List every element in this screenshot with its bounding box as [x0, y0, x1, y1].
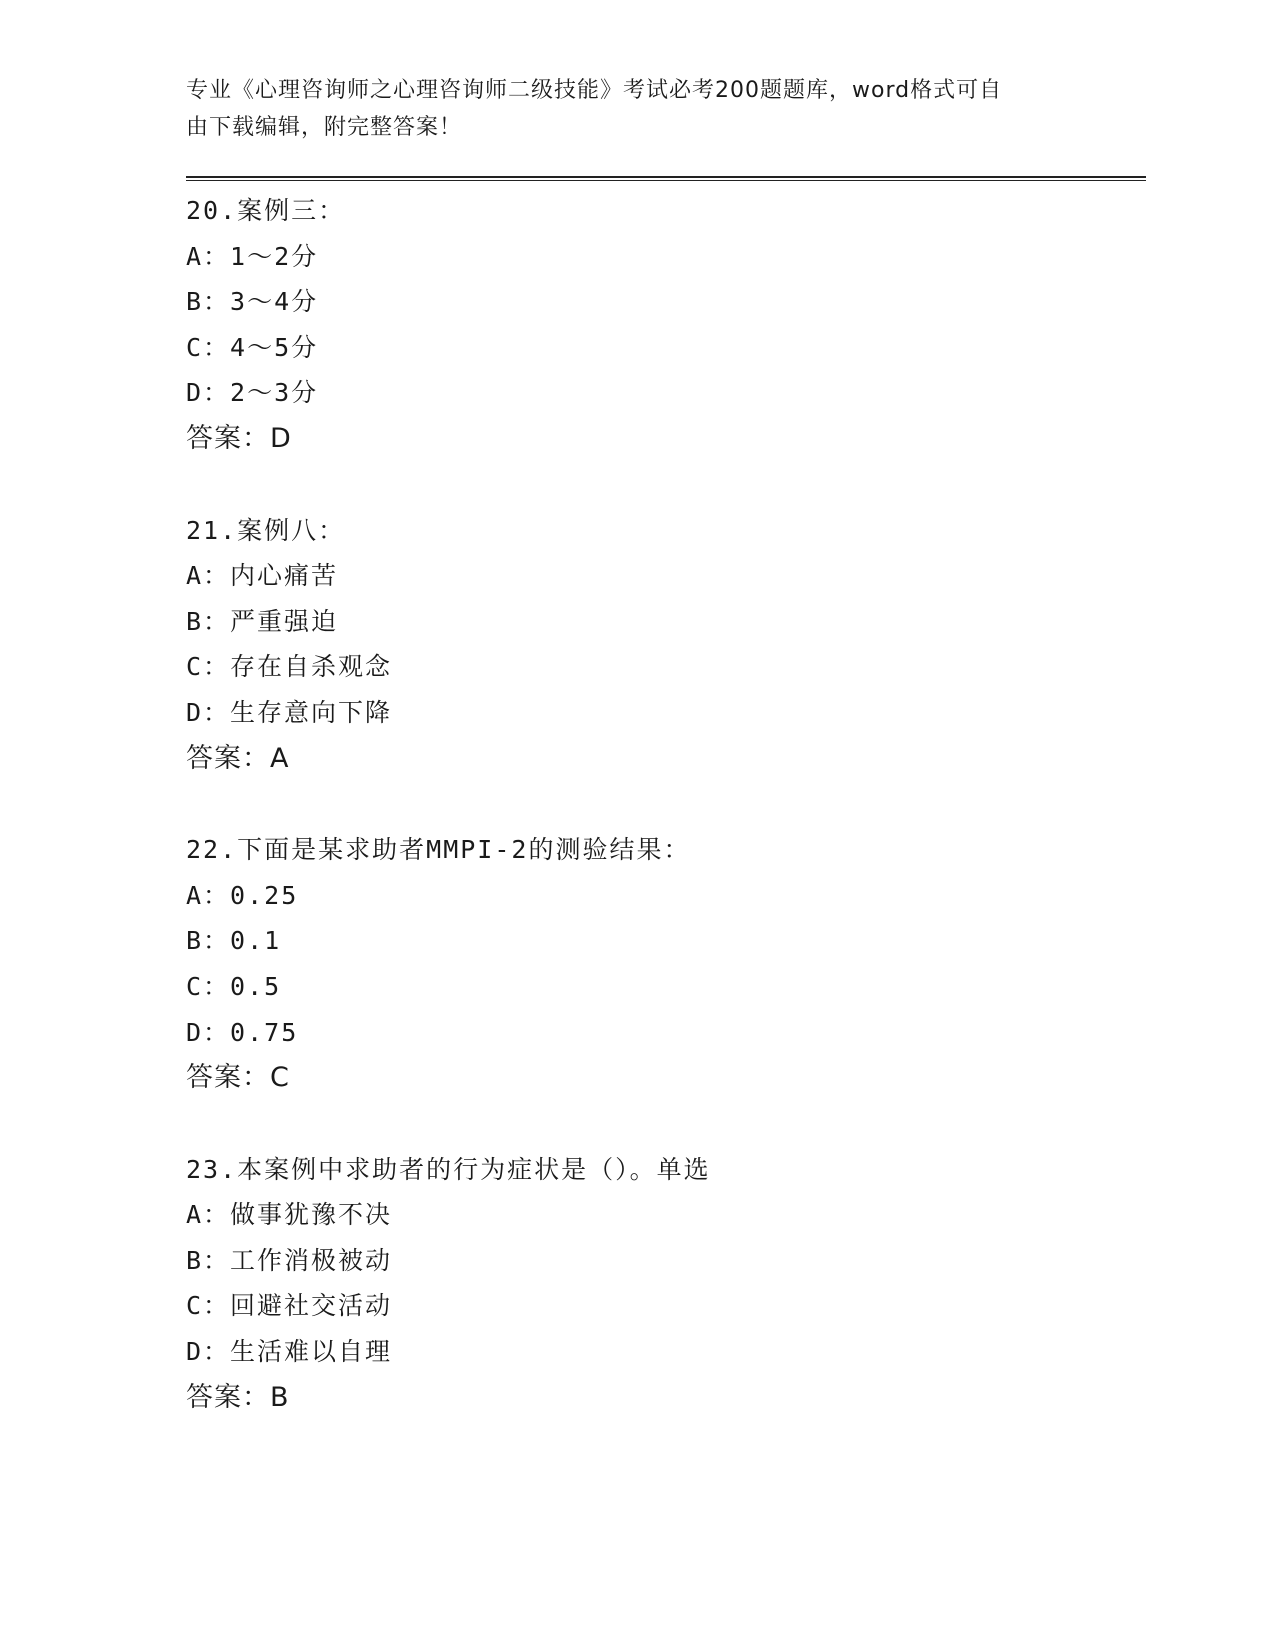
question-stem: 22.下面是某求助者MMPI-2的测验结果：: [186, 835, 691, 865]
question-21: [186, 508, 1146, 782]
option-b: B：工作消极被动: [186, 1245, 393, 1275]
option-d: D：生存意向下降: [186, 697, 393, 727]
option-a: A：0.25: [186, 880, 299, 910]
question-stem: 23.本案例中求助者的行为症状是（）。单选: [186, 1154, 711, 1184]
option-d: D：2～3分: [186, 378, 319, 408]
question-stem: 20.案例三：: [186, 196, 346, 225]
option-b: B：0.1: [186, 926, 282, 956]
answer-line: 答案：A: [186, 742, 290, 774]
option-a: A：1～2分: [186, 241, 319, 271]
option-d: D：0.75: [186, 1017, 299, 1047]
header-line-1: 专业《心理咨询师之心理咨询师二级技能》考试必考200题题库，word格式可自: [186, 78, 1003, 103]
answer-line: 答案：B: [186, 1381, 290, 1413]
option-a: A：做事犹豫不决: [186, 1200, 393, 1230]
question-stem: 21.案例八：: [186, 515, 346, 545]
option-b: B：严重强迫: [186, 606, 339, 636]
option-b: B：3～4分: [186, 287, 319, 317]
header-line-2: 由下载编辑，附完整答案！: [186, 115, 463, 140]
option-c: C：回避社交活动: [186, 1291, 393, 1321]
document-header: [186, 72, 1066, 146]
answer-line: 答案：C: [186, 1062, 290, 1094]
option-c: C：存在自杀观念: [186, 652, 393, 682]
answer-line: 答案：D: [186, 422, 292, 454]
option-c: C：0.5: [186, 971, 282, 1001]
question-22: [186, 827, 1146, 1101]
option-a: A：内心痛苦: [186, 561, 339, 591]
question-20: [186, 188, 1146, 462]
question-23: [186, 1147, 1146, 1421]
option-c: C：4～5分: [186, 332, 319, 362]
option-d: D：生活难以自理: [186, 1337, 393, 1367]
question-list: [186, 188, 1146, 1466]
header-divider: [186, 176, 1146, 181]
